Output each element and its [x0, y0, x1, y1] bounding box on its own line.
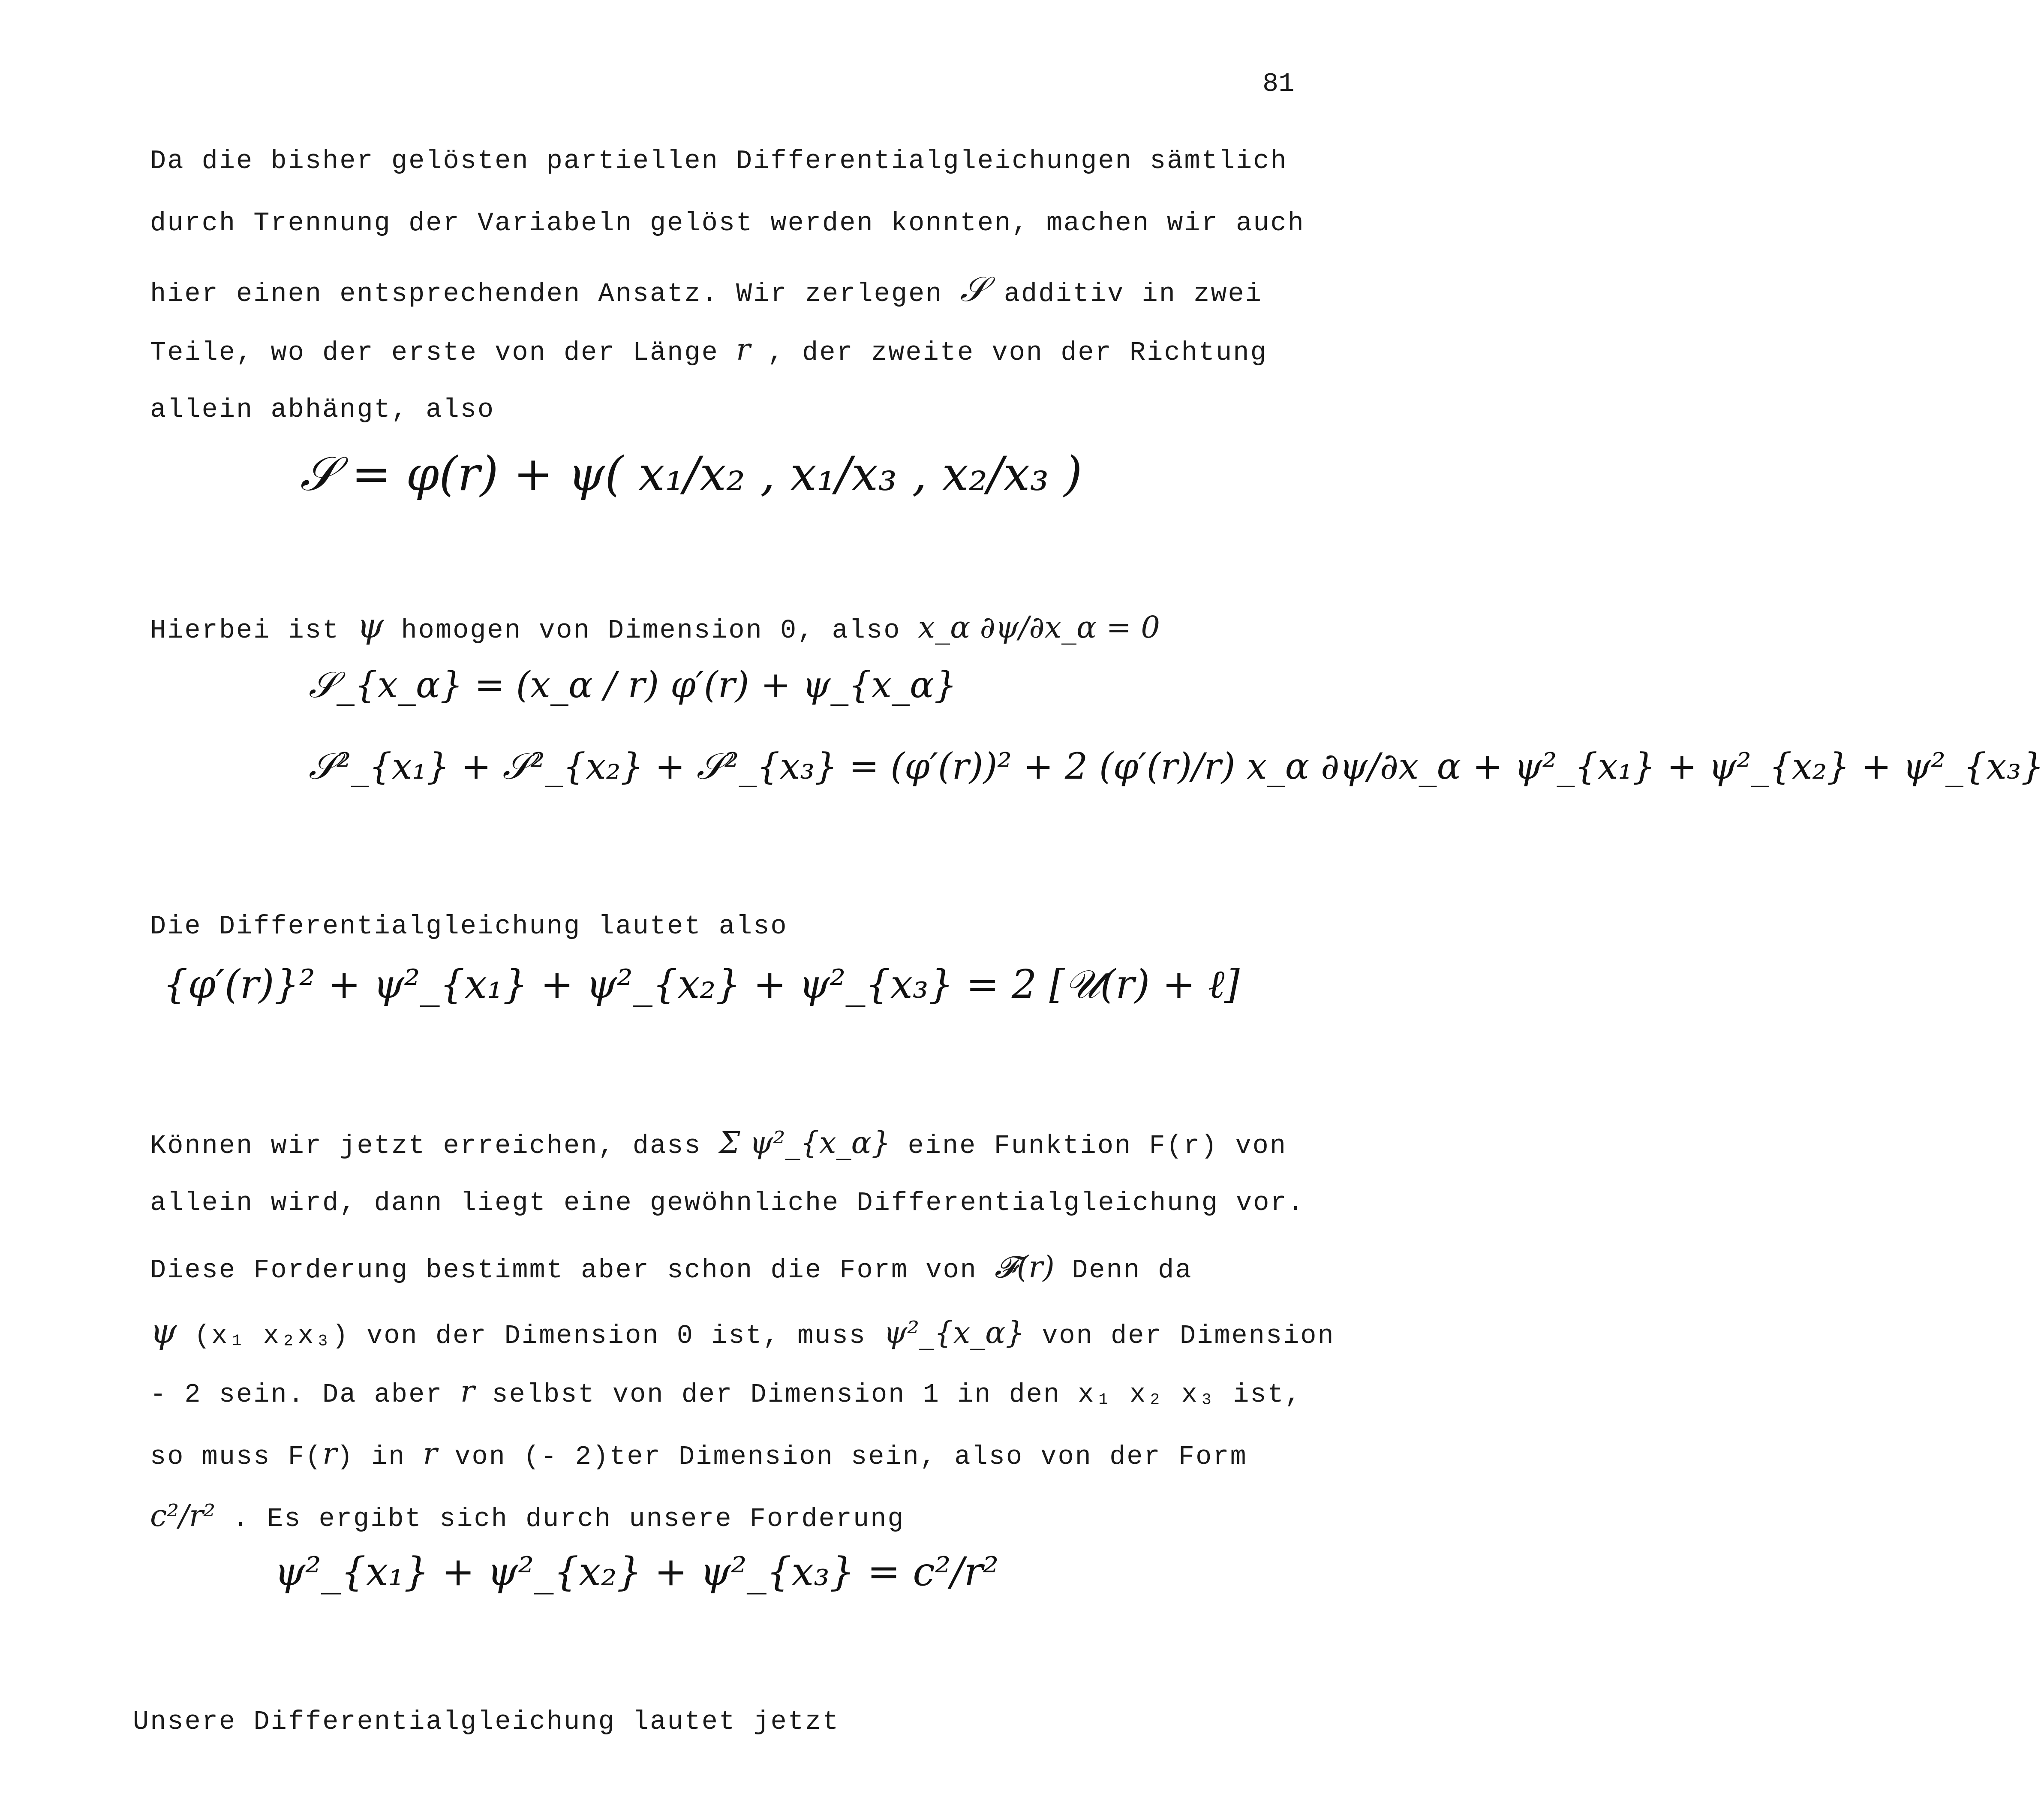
text-line	[150, 1125, 1287, 1161]
text-line	[150, 334, 1268, 366]
text-line	[150, 1498, 905, 1534]
text-span: (x₁ x₂x₃) von der Dimension 0 ist, muss	[194, 1321, 866, 1351]
text-line	[150, 269, 1262, 309]
page-number: 81	[1262, 69, 1295, 99]
text-span: , der zweite von der Richtung	[767, 337, 1268, 368]
formula-gradient-square: 𝒮²_{x₁} + 𝒮²_{x₂} + 𝒮²_{x₃} = (φ′(r))² + 2 (φ′(r)/r) x_α ∂ψ/∂x_α + ψ²_{x₁} + ψ²_{x₂} + ψ²_{x₃}	[309, 745, 2044, 787]
text-line	[150, 1249, 1193, 1285]
math-symbol: r	[423, 1436, 438, 1471]
text-span: - 2 sein. Da aber	[150, 1379, 443, 1410]
text-line	[150, 1376, 1302, 1408]
inline-formula: c²/r²	[150, 1498, 216, 1533]
text-span: eine Funktion F(r) von	[908, 1131, 1287, 1161]
math-symbol: 𝒮	[960, 269, 987, 309]
text-line: Die Differentialgleichung lautet also	[150, 911, 788, 942]
text-span: Diese Forderung bestimmt aber schon die Form von	[150, 1255, 977, 1285]
text-span: von der Dimension	[1042, 1321, 1335, 1351]
text-span: von (- 2)ter Dimension sein, also von der Form	[454, 1442, 1247, 1472]
text-span: Denn da	[1072, 1255, 1193, 1285]
text-line: durch Trennung der Variabeln gelöst werden konnten, machen wir auch	[150, 208, 1305, 238]
formula-angular-condition: ψ²_{x₁} + ψ²_{x₂} + ψ²_{x₃} = c²/r²	[274, 1549, 999, 1595]
text-line: allein wird, dann liegt eine gewöhnliche Differentialgleichung vor.	[150, 1188, 1305, 1218]
text-span: Können wir jetzt erreichen, dass	[150, 1131, 702, 1161]
text-span: selbst von der Dimension 1 in den x₁ x₂ x₃ ist,	[492, 1379, 1302, 1410]
inline-formula: Σ ψ²_{x_α}	[718, 1125, 891, 1160]
math-symbol: r	[322, 1436, 337, 1471]
text-span: hier einen entsprechenden Ansatz. Wir zerlegen	[150, 279, 943, 309]
text-line: Unsere Differentialgleichung lautet jetzt	[133, 1707, 840, 1737]
text-line	[150, 606, 1160, 646]
text-span: Hierbei ist	[150, 615, 340, 646]
text-span: so muss F(	[150, 1442, 323, 1472]
inline-formula: 𝓕(r)	[995, 1249, 1055, 1285]
math-symbol: r	[460, 1374, 475, 1409]
text-line	[150, 1436, 1247, 1472]
text-line: Da die bisher gelösten partiellen Differentialgleichungen sämtlich	[150, 146, 1288, 176]
formula-ansatz: 𝒮 = φ(r) + ψ( x₁/x₂ , x₁/x₃ , x₂/x₃ )	[300, 446, 1082, 501]
text-span: additiv in zwei	[1004, 279, 1262, 309]
text-span: . Es ergibt sich durch unsere Forderung	[232, 1504, 905, 1534]
formula-differential-equation: {φ′(r)}² + ψ²_{x₁} + ψ²_{x₂} + ψ²_{x₃} = 2 [𝒰(r) + ℓ]	[163, 961, 1240, 1007]
text-span: ) in	[337, 1442, 406, 1472]
formula-derivative: 𝒮_{x_α} = (x_α / r) φ′(r) + ψ_{x_α}	[309, 664, 957, 706]
text-span: Teile, wo der erste von der Länge	[150, 337, 719, 368]
inline-formula: x_α ∂ψ/∂x_α = 0	[918, 610, 1160, 645]
math-symbol: ψ	[357, 606, 384, 646]
text-line	[150, 1311, 1335, 1351]
math-symbol: ψ	[150, 1311, 177, 1351]
text-span: homogen von Dimension 0, also	[401, 615, 901, 646]
inline-formula: ψ²_{x_α}	[884, 1315, 1025, 1350]
text-line: allein abhängt, also	[150, 394, 495, 425]
math-symbol: r	[736, 332, 751, 367]
